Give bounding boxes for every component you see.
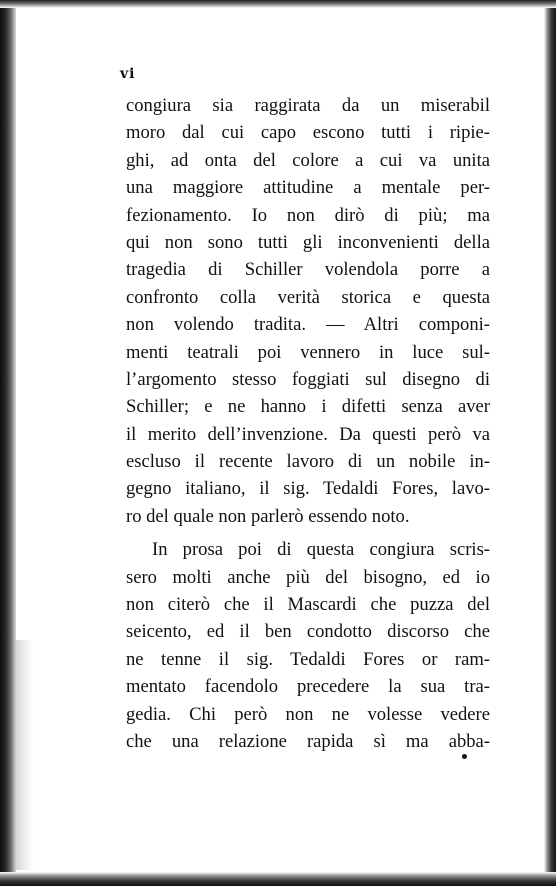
- text-line: mentato facendolo precedere la sua tra-: [126, 676, 490, 698]
- text-line: gedia. Chi però non ne volesse vedere: [126, 703, 490, 725]
- text-line: menti teatrali poi vennero in luce sul-: [126, 341, 490, 363]
- text-line: moro dal cui capo escono tutti i ripie-: [126, 122, 490, 144]
- text-line: escluso il recente lavoro di un nobile in-: [126, 451, 490, 473]
- text-line: confronto colla verità storica e questa: [126, 286, 490, 308]
- text-line: ne tenne il sig. Tedaldi Fores or ram-: [126, 648, 490, 670]
- text-line: fezionamento. Io non dirò di più; ma: [126, 204, 490, 226]
- text-line: Schiller; e ne hanno i difetti senza aver: [126, 396, 490, 418]
- text-line: In prosa poi di questa congiura scris-: [152, 539, 490, 561]
- scan-border-bottom: [0, 872, 556, 886]
- text-line: non citerò che il Mascardi che puzza del: [126, 594, 490, 616]
- text-line: che una relazione rapida sì ma abba-: [126, 730, 490, 752]
- text-line: qui non sono tutti gli inconvenienti della: [126, 231, 490, 253]
- page-fold-shadow: [14, 640, 34, 870]
- scan-border-top: [0, 0, 556, 8]
- scan-border-right: [544, 0, 556, 886]
- paragraph-1: [126, 92, 490, 530]
- text-line: una maggiore attitudine a mentale per-: [126, 177, 490, 199]
- text-line: gegno italiano, il sig. Tedaldi Fores, lavo-: [126, 478, 490, 500]
- ink-mark: [462, 754, 467, 759]
- text-line: non volendo tradita. — Altri componi-: [126, 314, 490, 336]
- paragraph-2: [126, 536, 490, 755]
- text-line: tragedia di Schiller volendola porre a: [126, 259, 490, 281]
- text-line: ghi, ad onta del colore a cui va unita: [126, 149, 490, 171]
- text-line: sero molti anche più del bisogno, ed io: [126, 566, 490, 588]
- text-line: ro del quale non parlerò essendo noto.: [126, 505, 410, 527]
- text-line: congiura sia raggirata da un miserabil: [126, 95, 490, 116]
- text-line: l’argomento stesso foggiati sul disegno di: [126, 368, 490, 390]
- text-line: seicento, ed il ben condotto discorso che: [126, 621, 490, 643]
- body-text: [126, 92, 490, 755]
- text-line: il merito dell’invenzione. Da questi però va: [126, 423, 490, 445]
- page-number: vi: [120, 66, 136, 82]
